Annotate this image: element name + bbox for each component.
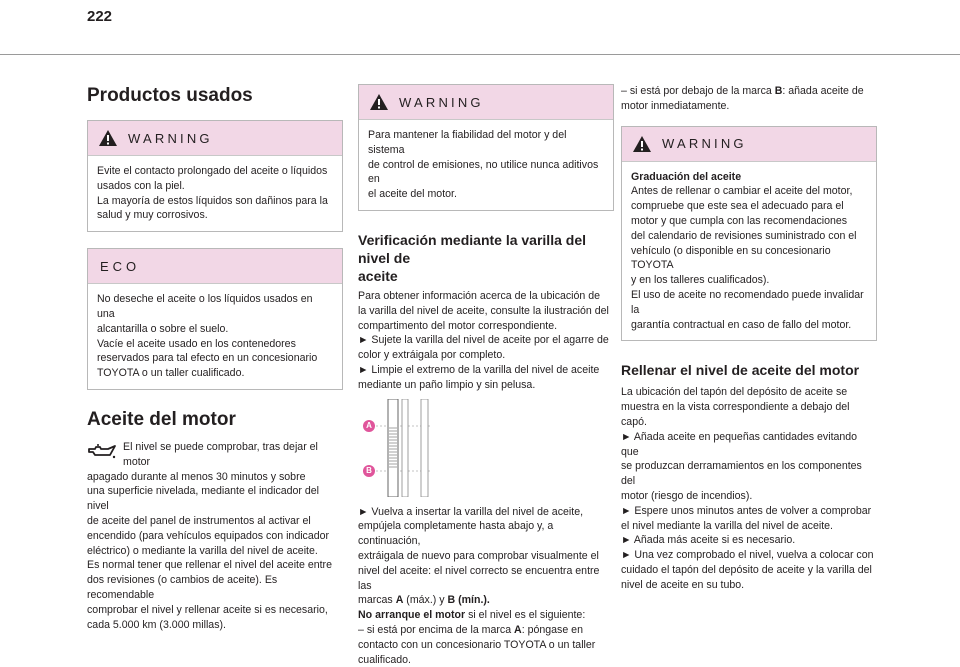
- marks-line: [358, 593, 614, 608]
- text-line: se produzcan derramamientos en los componentes del: [621, 460, 862, 488]
- dipstick-heading: [358, 231, 614, 285]
- text-line: Vacíe el aceite usado en los contenedores: [97, 337, 296, 350]
- text-line: el nivel mediante la varilla del nivel de aceite.: [621, 519, 833, 532]
- column-1: [87, 84, 343, 632]
- text-line: una superficie nivelada, mediante el indicador del nivel: [87, 485, 320, 513]
- text-line: ► Vuelva a insertar la varilla del nivel de aceite,: [358, 505, 584, 518]
- text-span: : póngase en: [521, 623, 583, 636]
- text-line: Antes de rellenar o cambiar el aceite del motor,: [631, 185, 853, 198]
- text-line: TOYOTA o un taller cualificado.: [97, 367, 245, 380]
- text-line: dos revisiones (o cambios de aceite). Es recomendable: [87, 574, 278, 601]
- text-line: ► Una vez comprobado el nivel, vuelva a colocar con: [621, 549, 874, 562]
- mark-b-badge: B: [363, 465, 375, 477]
- text-line: eléctrico) o mediante la varilla del nivel de aceite.: [87, 544, 318, 557]
- dipstick-heading-line-2: aceite: [358, 267, 398, 284]
- warning-triangle-icon: [98, 129, 118, 147]
- text-line: color y extráigala por completo.: [358, 349, 506, 362]
- below-line: [621, 84, 877, 99]
- oil-paragraph: [87, 440, 343, 632]
- eco-box-header: [88, 249, 342, 284]
- warning-box-body: [88, 156, 342, 231]
- text-line: salud y muy corrosivos.: [97, 209, 208, 222]
- warning-title: WARNING: [128, 130, 213, 146]
- text-line: y en los talleres cualificados).: [631, 274, 770, 287]
- text-line: La ubicación del tapón del depósito de aceite se: [621, 386, 848, 399]
- warning-triangle-icon: [369, 93, 389, 111]
- text-line: encendido (para vehículos equipados con indicador: [87, 529, 330, 542]
- warning-title: WARNING: [399, 94, 484, 110]
- text-line: de aceite del panel de instrumentos al activar el: [87, 514, 311, 527]
- mark-b-ref: B: [774, 85, 783, 97]
- text-span: – si está por debajo de la marca: [621, 85, 775, 97]
- text-line: del calendario de revisiones suministrado con el: [631, 229, 857, 242]
- text-line: Es normal tener que rellenar el nivel del aceite entre: [87, 559, 332, 572]
- header-divider: [0, 54, 960, 55]
- text-line: cualificado.: [358, 653, 411, 666]
- warning-box-1: [87, 120, 343, 232]
- no-start-bold: No arranque el motor: [358, 609, 466, 622]
- text-line: contacto con un concesionario TOYOTA o un taller: [358, 638, 596, 651]
- text-line: ► Añada más aceite si es necesario.: [621, 534, 796, 547]
- eco-box: [87, 248, 343, 390]
- mark-b-ref: B (mín.).: [447, 594, 490, 607]
- text-line: muestra en la vista correspondiente a debajo del capó.: [621, 401, 850, 428]
- warning-box-header: [88, 121, 342, 156]
- warning-box-2: [358, 84, 614, 211]
- text-span: – si está por encima de la marca: [358, 623, 515, 636]
- text-span: : añada aceite de: [782, 85, 864, 97]
- text-line: motor inmediatamente.: [621, 99, 730, 112]
- warning-box-header: [622, 127, 876, 162]
- text-line: vehículo (o disponible en su concesionario TOYOTA: [631, 244, 831, 272]
- text-line: motor y que cumpla con las recomendaciones: [631, 214, 848, 227]
- dipstick-illustration: [358, 399, 614, 497]
- text-span: (máx.) y: [403, 594, 448, 607]
- text-line: motor (riesgo de incendios).: [621, 489, 753, 502]
- column-3: [621, 84, 877, 593]
- text-line: usados con la piel.: [97, 179, 185, 192]
- column-2: [358, 84, 614, 667]
- oil-can-icon: [87, 442, 117, 462]
- text-line: mediante un paño limpio y sin pelusa.: [358, 378, 536, 391]
- text-line: ► Limpie el extremo de la varilla del nivel de aceite: [358, 363, 600, 376]
- text-line: nivel de aceite en su tubo.: [621, 578, 745, 591]
- text-span: marcas: [358, 594, 396, 607]
- text-line: El uso de aceite no recomendado puede invalidar la: [631, 288, 864, 316]
- text-line: empújela completamente hasta abajo y, a continuación,: [358, 520, 554, 548]
- text-line: ► Espere unos minutos antes de volver a comprobar: [621, 504, 872, 517]
- text-line: compruebe que este sea el adecuado para el: [631, 200, 844, 213]
- warning-triangle-icon: [632, 135, 652, 153]
- text-span: si el nivel es el siguiente:: [465, 609, 586, 622]
- warning-box-body: [622, 162, 876, 341]
- no-start-line: [358, 608, 614, 623]
- text-line: nivel del aceite: el nivel correcto se encuentra entre las: [358, 564, 600, 592]
- dipstick-drawing: [358, 399, 478, 497]
- text-line: de control de emisiones, no utilice nunca aditivos en: [368, 158, 599, 186]
- eco-title: ECO: [100, 258, 141, 274]
- page-number: 222: [87, 8, 113, 25]
- text-line: Para obtener información acerca de la ubicación de: [358, 289, 601, 302]
- text-line: ► Sujete la varilla del nivel de aceite por el agarre de: [358, 334, 609, 347]
- warning-subtitle: Graduación del aceite: [631, 170, 742, 183]
- mark-a-ref: A: [395, 594, 404, 607]
- text-line: ► Añada aceite en pequeñas cantidades evitando que: [621, 430, 858, 458]
- text-line: comprobar el nivel y rellenar aceite si es necesario,: [87, 603, 328, 616]
- mark-a-badge: A: [363, 420, 375, 432]
- warning-box-body: [359, 120, 613, 210]
- eco-box-body: [88, 284, 342, 389]
- text-line: el aceite del motor.: [368, 188, 457, 201]
- section-title-productos-usados: Productos usados: [87, 85, 253, 106]
- text-line: Para mantener la fiabilidad del motor y del sistema: [368, 129, 567, 156]
- mark-a-ref: A: [514, 623, 522, 636]
- text-line: extráigala de nuevo para comprobar visualmente el: [358, 549, 599, 562]
- text-line: la varilla del nivel de aceite, consulte la ilustración del: [358, 304, 609, 317]
- text-line: El nivel se puede comprobar, tras dejar el motor: [123, 440, 318, 468]
- text-line: garantía contractual en caso de fallo del motor.: [631, 318, 852, 331]
- refill-heading: Rellenar el nivel de aceite del motor: [621, 362, 860, 379]
- text-line: apagado durante al menos 30 minutos y sobre: [87, 470, 306, 483]
- warning-box-3: [621, 126, 877, 342]
- text-line: compartimento del motor correspondiente.: [358, 319, 558, 332]
- above-line: [358, 623, 614, 638]
- text-line: reservados para tal efecto en un concesionario: [97, 352, 318, 365]
- dipstick-heading-line-1: Verificación mediante la varilla del nivel de: [358, 231, 586, 266]
- text-line: cuidado el tapón del depósito de aceite y la varilla del: [621, 563, 872, 576]
- warning-title: WARNING: [662, 136, 747, 152]
- text-line: cada 5.000 km (3.000 millas).: [87, 618, 226, 631]
- section-title-aceite-motor: Aceite del motor: [87, 408, 236, 430]
- text-line: Evite el contacto prolongado del aceite o líquidos: [97, 165, 328, 177]
- text-line: alcantarilla o sobre el suelo.: [97, 322, 229, 335]
- text-line: La mayoría de estos líquidos son dañinos para la: [97, 194, 328, 207]
- warning-box-header: [359, 85, 613, 120]
- text-line: No deseche el aceite o los líquidos usados en una: [97, 293, 313, 320]
